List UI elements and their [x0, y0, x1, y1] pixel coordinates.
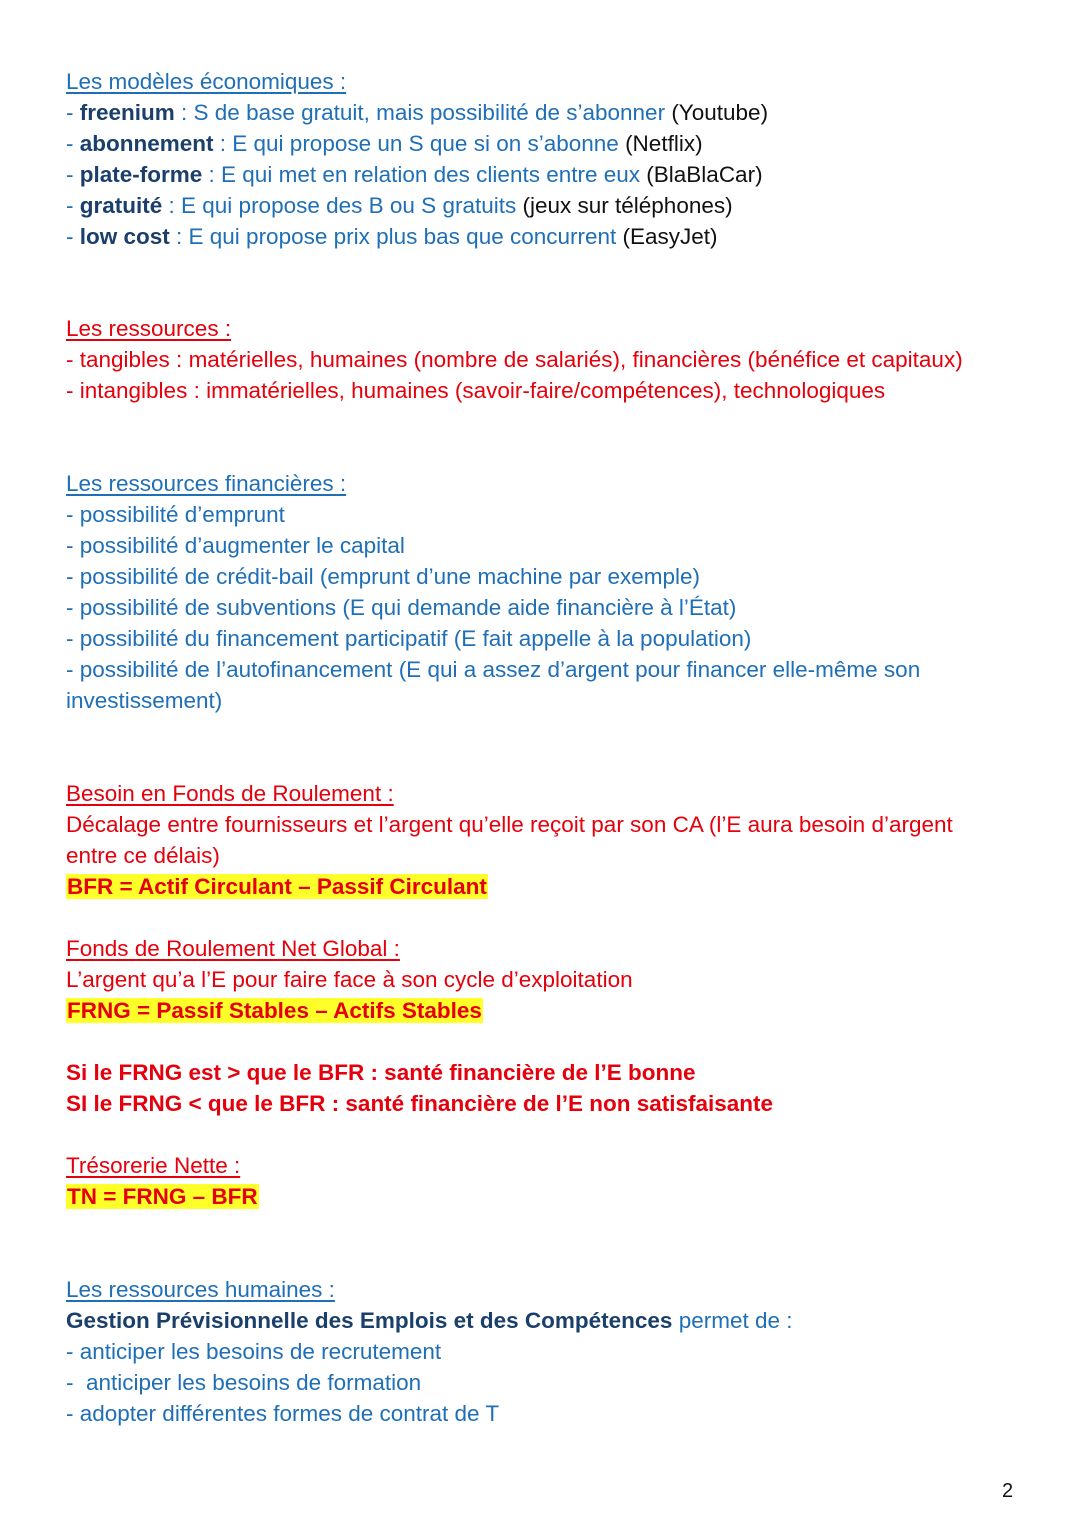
list-item: - anticiper les besoins de formation — [66, 1370, 422, 1395]
model-term: plate-forme — [79, 162, 203, 187]
list-prefix: - — [66, 131, 80, 156]
list-item — [66, 190, 1006, 221]
tn-formula: TN = FRNG – BFR — [67, 1184, 258, 1209]
section-bfr — [66, 778, 1006, 902]
list-item: - intangibles : immatérielles, humaines (savoir-faire/compétences), technologiques — [66, 378, 886, 403]
section-heading: Les ressources : — [66, 316, 232, 341]
bfr-formula: BFR = Actif Circulant – Passif Circulant — [67, 874, 487, 899]
section-human-resources — [66, 1274, 1006, 1429]
model-example: (jeux sur téléphones) — [522, 193, 733, 218]
list-item: - possibilité d’augmenter le capital — [66, 533, 405, 558]
section-business-models — [66, 66, 1006, 252]
list-prefix: - — [66, 224, 80, 249]
intro-rest: permet de : — [672, 1308, 793, 1333]
section-heading: Les ressources financières : — [66, 471, 347, 496]
text-line: L’argent qu’a l’E pour faire face à son cycle d’exploitation — [66, 967, 633, 992]
list-prefix: - — [66, 193, 80, 218]
section-resources — [66, 313, 1006, 406]
model-description: : E qui met en relation des clients entre eux — [202, 162, 647, 187]
text-line: Décalage entre fournisseurs et l’argent qu’elle reçoit par son CA (l’E aura besoin d’argent — [66, 812, 953, 837]
list-prefix: - — [66, 100, 80, 125]
model-description: : E qui propose un S que si on s’abonne — [213, 131, 626, 156]
list-item — [66, 97, 1006, 128]
list-item: - anticiper les besoins de recrutement — [66, 1339, 442, 1364]
page-number: 2 — [1002, 1480, 1014, 1502]
model-description: : S de base gratuit, mais possibilité de s’abonner — [174, 100, 672, 125]
list-item: - possibilité de subventions (E qui demande aide financière à l’État) — [66, 595, 737, 620]
text-line: entre ce délais) — [66, 843, 220, 868]
section-heading: Trésorerie Nette : — [66, 1153, 241, 1178]
section-frng — [66, 933, 1006, 1026]
list-item — [66, 159, 1006, 190]
comparison-line: SI le FRNG < que le BFR : santé financière de l’E non satisfaisante — [66, 1091, 774, 1116]
list-item: - adopter différentes formes de contrat de T — [66, 1401, 500, 1426]
section-tn — [66, 1150, 1006, 1212]
model-term: low cost — [79, 224, 170, 249]
model-term: abonnement — [79, 131, 214, 156]
intro-line — [66, 1305, 1006, 1336]
model-example: (Netflix) — [625, 131, 703, 156]
section-heading: Les ressources humaines : — [66, 1277, 335, 1302]
list-item — [66, 221, 1006, 252]
list-item: - possibilité d’emprunt — [66, 502, 285, 527]
list-item: - possibilité du financement participatif (E fait appelle à la population) — [66, 626, 752, 651]
section-heading: Les modèles économiques : — [66, 69, 347, 94]
model-example: (EasyJet) — [622, 224, 718, 249]
list-prefix: - — [66, 162, 80, 187]
model-example: (Youtube) — [671, 100, 769, 125]
model-description: : E qui propose des B ou S gratuits — [162, 193, 523, 218]
section-comparison — [66, 1057, 1006, 1119]
list-item: - possibilité de crédit-bail (emprunt d’une machine par exemple) — [66, 564, 701, 589]
list-item — [66, 128, 1006, 159]
gpec-term: Gestion Prévisionnelle des Emplois et des Compétences — [66, 1308, 673, 1333]
list-item: - tangibles : matérielles, humaines (nombre de salariés), financières (bénéfice et capitaux) — [66, 347, 963, 372]
comparison-line: Si le FRNG est > que le BFR : santé financière de l’E bonne — [66, 1060, 696, 1085]
model-term: freenium — [79, 100, 175, 125]
section-heading: Fonds de Roulement Net Global : — [66, 936, 400, 961]
model-term: gratuité — [79, 193, 163, 218]
section-heading: Besoin en Fonds de Roulement : — [66, 781, 394, 806]
document-page — [66, 66, 1006, 1429]
section-financial-resources — [66, 468, 1006, 716]
business-models-list — [66, 97, 1006, 252]
list-item: - possibilité de l’autofinancement (E qui a assez d’argent pour financer elle-même son — [66, 657, 921, 682]
frng-formula: FRNG = Passif Stables – Actifs Stables — [67, 998, 482, 1023]
model-description: : E qui propose prix plus bas que concurrent — [169, 224, 623, 249]
list-item: investissement) — [66, 688, 223, 713]
model-example: (BlaBlaCar) — [646, 162, 763, 187]
